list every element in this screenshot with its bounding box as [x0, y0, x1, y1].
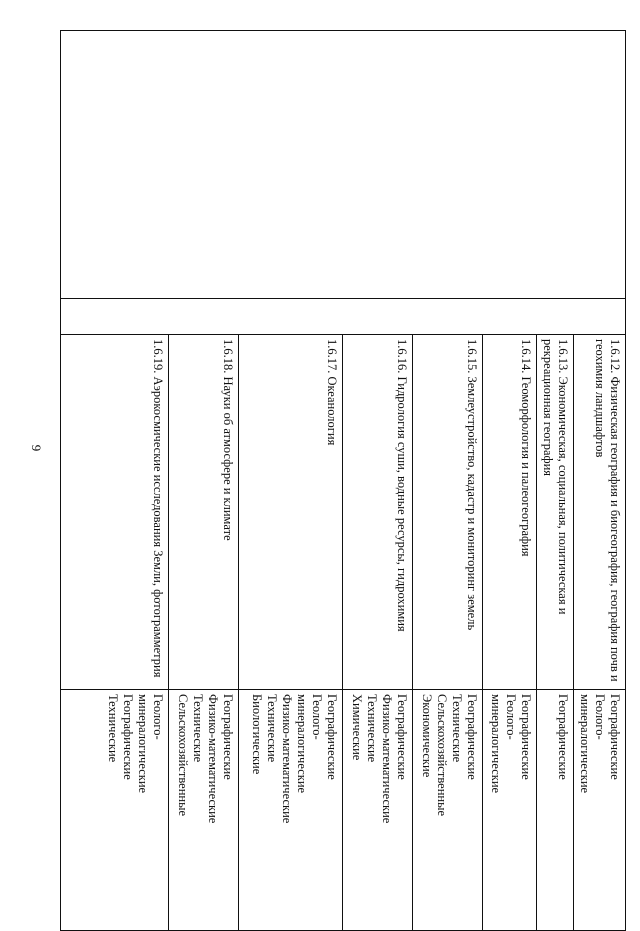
sciences-cell: Географические	[537, 690, 574, 931]
table-row	[574, 31, 626, 931]
sciences-cell: Географические Технические Сельскохозяйственные Экономические	[413, 690, 483, 931]
rotated-table-frame	[60, 30, 626, 930]
specialty-cell: 1.6.15. Землеустройство, кадастр и мониторинг земель	[413, 335, 483, 690]
sciences-cell: Географические Геолого- минералогические	[483, 690, 537, 931]
specialties-table	[60, 30, 626, 931]
specialty-cell: 1.6.16. Гидрология суши, водные ресурсы, гидрохимия	[343, 335, 413, 690]
sciences-cell: Географические Геолого- минералогические Физико-математические Технические Биологические	[239, 690, 343, 931]
specialty-cell: 1.6.19. Аэрокосмические исследования Земли, фотограмметрия	[61, 335, 169, 690]
sciences-cell: Геолого- минералогические Географические Технические	[61, 690, 169, 931]
specialty-cell: 1.6.17. Океанология	[239, 335, 343, 690]
sciences-cell: Географические Физико-математические Технические Химические	[343, 690, 413, 931]
specialty-cell: 1.6.14. Геоморфология и палеогеография	[483, 335, 537, 690]
specialty-cell: 1.6.18. Науки об атмосфере и климате	[169, 335, 239, 690]
sciences-cell: Географические Физико-математические Технические Сельскохозяйственные	[169, 690, 239, 931]
page-number: 9	[29, 444, 44, 452]
specialty-cell: 1.6.12. Физическая география и биогеография, география почв и геохимия ландшафтов	[574, 335, 626, 690]
specialty-cell: 1.6.13. Экономическая, социальная, политическая и рекреационная география	[537, 335, 574, 690]
empty-column-cell	[61, 31, 626, 299]
sciences-cell: Географические Геолого- минералогические	[574, 690, 626, 931]
empty-narrow-cell	[61, 299, 626, 335]
